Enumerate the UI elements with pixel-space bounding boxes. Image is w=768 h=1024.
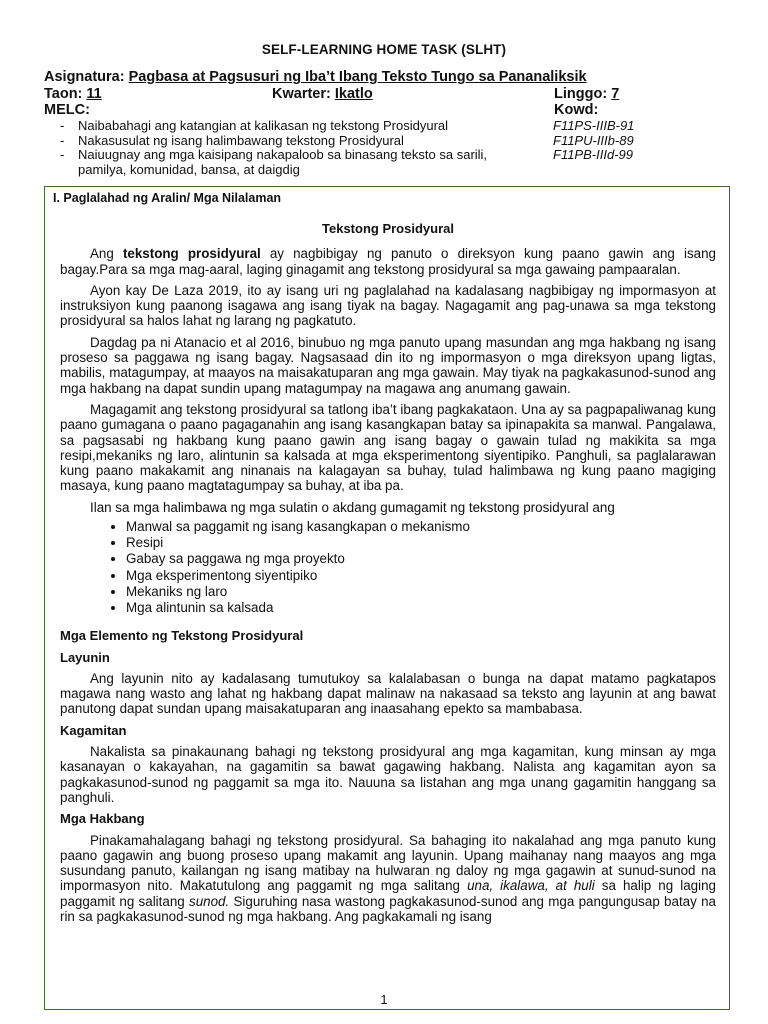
paragraph-examples-intro: Ilan sa mga halimbawa ng mga sulatin o akdang gumagamit ng tekstong prosidyural ang: [90, 499, 615, 515]
melc-text: Naiuugnay ang mga kaisipang nakapaloob sa binasang teksto sa sarili, pamilya, komunidad, bansa, at daigdig: [78, 147, 488, 177]
paragraph-usage: Magagamit ang tekstong prosidyural sa tatlong iba’t ibang pagkakataon. Una ay sa pagpapaliwanag kung paano gumagana o paano pagaganahin ang isang kasangkapan batay sa ipinapakita sa manwal. Pangalawa, sa pagsasabi ng hakbang kung paano gawin ang isang bagay o gawain tulad ng makikita sa mga resipi,mekaniks ng laro, alintunin sa kalsada at mga eksperimentong siyentipiko. Panghuli, sa paglalarawan kung paano makakamit ang ninanais na kalagayan sa buhay, tulad halimbawa ng kung paano magiging masaya, kung paano magtatagumpay sa buhay, at iba pa.: [60, 401, 716, 494]
paragraph-layunin: Ang layunin nito ay kadalasang tumutukoy sa kalalabasan o bunga na dapat matamo pagkatapos magawa nang wasto ang lahat ng hakbang dapat malinaw na nakasaad sa teksto ang layunin at ang bawat panutong dapat sundan upang maisakatuparan ang inaasahang epekto sa mambabasa.: [60, 670, 716, 717]
elements-heading: Mga Elemento ng Tekstong Prosidyural: [60, 628, 304, 644]
kwarter-row: [272, 86, 373, 103]
paragraph-kagamitan: Nakalista sa pinakaunang bahagi ng tekstong prosidyural ang mga kagamitan, kung minsan ay mga kasanayan o kakayahan, na gagamitin sa bawat gagawing hakbang. Nalista ang kagamitan ayon sa pagkakasunod-sunod ng paggamit sa mga ito. Nauuna sa listahan ang mga unang gagamitin hanggang sa panghuli.: [60, 744, 716, 805]
paragraph-atanacio: Dagdag pa ni Atanacio et al 2016, binubuo ng mga panuto upang masundan ang mga hakbang ng isang proseso sa paggawa ng isang bagay. Nagsasaad din ito ng impormasyon o mga direksyon upang ligtas, mabilis, matagumpay, at maayos na maisakatuparan ang mga gawain. May tiyak na pagkakasunod-sunod ang mga hakbang na dapat sundin upang matagumpay na magawa ang anumang gawain.: [60, 334, 716, 396]
taon-label: Taon:: [44, 86, 83, 102]
melc-code: F11PB-IIId-99: [553, 147, 633, 162]
melc-code: F11PS-IIIB-91: [553, 118, 635, 133]
list-item: • Resipi: [126, 535, 716, 551]
taon-row: [44, 86, 102, 103]
list-item: • Mga eksperimentong siyentipiko: [126, 568, 716, 584]
melc-item: - Naiuugnay ang mga kaisipang nakapaloob sa binasang teksto sa sarili, pamilya, komunidad, bansa, at daigdig F11PB-IIId-99: [60, 147, 633, 177]
melc-label: MELC:: [44, 102, 90, 118]
kowd-label: Kowd:: [554, 102, 599, 118]
kagamitan-heading: Kagamitan: [60, 722, 127, 738]
paragraph-hakbang: Pinakamahalagang bahagi ng tekstong prosidyural. Sa bahaging ito nakalahad ang mga panuto kung paano gagawin ang buong proseso upang makamit ang layunin. Upang maihanay nang maayos ang mga susundang panuto, kailangan ng isang matibay na hulwaran ng daloy ng mga gagawin at sunud-sunod na impormasyon nito. Makatutulong ang paggamit ng mga salitang una, ikalawa, at huli sa halip ng laging paggamit ng salitang sunod. Siguruhing nasa wastong pagkakasunod-sunod ang mga pangungusap batay na rin sa pagkakasunod-sunod ng mga hakbang. Ang pagkakamali ng isang: [60, 832, 717, 925]
melc-text: Nakasusulat ng isang halimbawang tekstong Prosidyural: [78, 132, 404, 148]
linggo-row: [554, 86, 619, 103]
topic-title: Tekstong Prosidyural: [322, 221, 454, 236]
list-item: • Gabay sa paggawa ng mga proyekto: [126, 551, 716, 567]
asignatura-value: Pagbasa at Pagsusuri ng Iba’t Ibang Teksto Tungo sa Pananaliksik: [128, 69, 587, 85]
melc-code: F11PU-IIIb-89: [553, 132, 634, 148]
lesson-content: [60, 221, 716, 930]
hakbang-heading: Mga Hakbang: [60, 811, 145, 827]
page-number: 1: [380, 992, 388, 1007]
asignatura-row: [44, 69, 587, 86]
paragraph-definition: Ang tekstong prosidyural ay nagbibigay ng panuto o direksyon kung paano gawin ang isang bagay.Para sa mga mag-aaral, laging ginagamit ang tekstong prosidyural sa mga gawaing pampaaralan.: [60, 246, 716, 277]
melc-list: [58, 119, 758, 177]
kwarter-value: Ikatlo: [334, 86, 373, 102]
list-item: • Manwal sa paggamit ng isang kasangkapan o mekanismo: [126, 519, 716, 535]
taon-value: 11: [86, 86, 102, 102]
kwarter-label: Kwarter:: [272, 86, 331, 102]
melc-item: - Nakasusulat ng isang halimbawang tekstong Prosidyural F11PU-IIIb-89: [60, 132, 634, 148]
melc-item: - Naibabahagi ang katangian at kalikasan ng tekstong Prosidyural F11PS-IIIB-91: [60, 118, 635, 133]
list-item: • Mga alintunin sa kalsada: [126, 600, 716, 616]
content-box: [44, 186, 730, 1010]
melc-text: Naibabahagi ang katangian at kalikasan ng tekstong Prosidyural: [78, 118, 449, 133]
paragraph-de-laza: Ayon kay De Laza 2019, ito ay isang uri ng paglalahad na kadalasang nagbibigay ng impormasyon at instruksiyon kung paanong isagawa ang isang tiyak na bagay. Nagagamit ang pag-unawa sa mga tekstong prosidyural sa halos lahat ng larang ng pagkatuto.: [60, 282, 716, 329]
linggo-label: Linggo:: [554, 86, 608, 102]
list-item: • Mekaniks ng laro: [126, 584, 716, 600]
section-heading: I. Paglalahad ng Aralin/ Mga Nilalaman: [53, 191, 282, 205]
linggo-value: 7: [611, 86, 620, 102]
examples-list: [108, 519, 716, 616]
layunin-heading: Layunin: [60, 649, 110, 665]
asignatura-label: Asignatura:: [44, 69, 125, 85]
bold-term: tekstong prosidyural: [122, 246, 261, 262]
document-title: SELF-LEARNING HOME TASK (SLHT): [261, 42, 507, 57]
